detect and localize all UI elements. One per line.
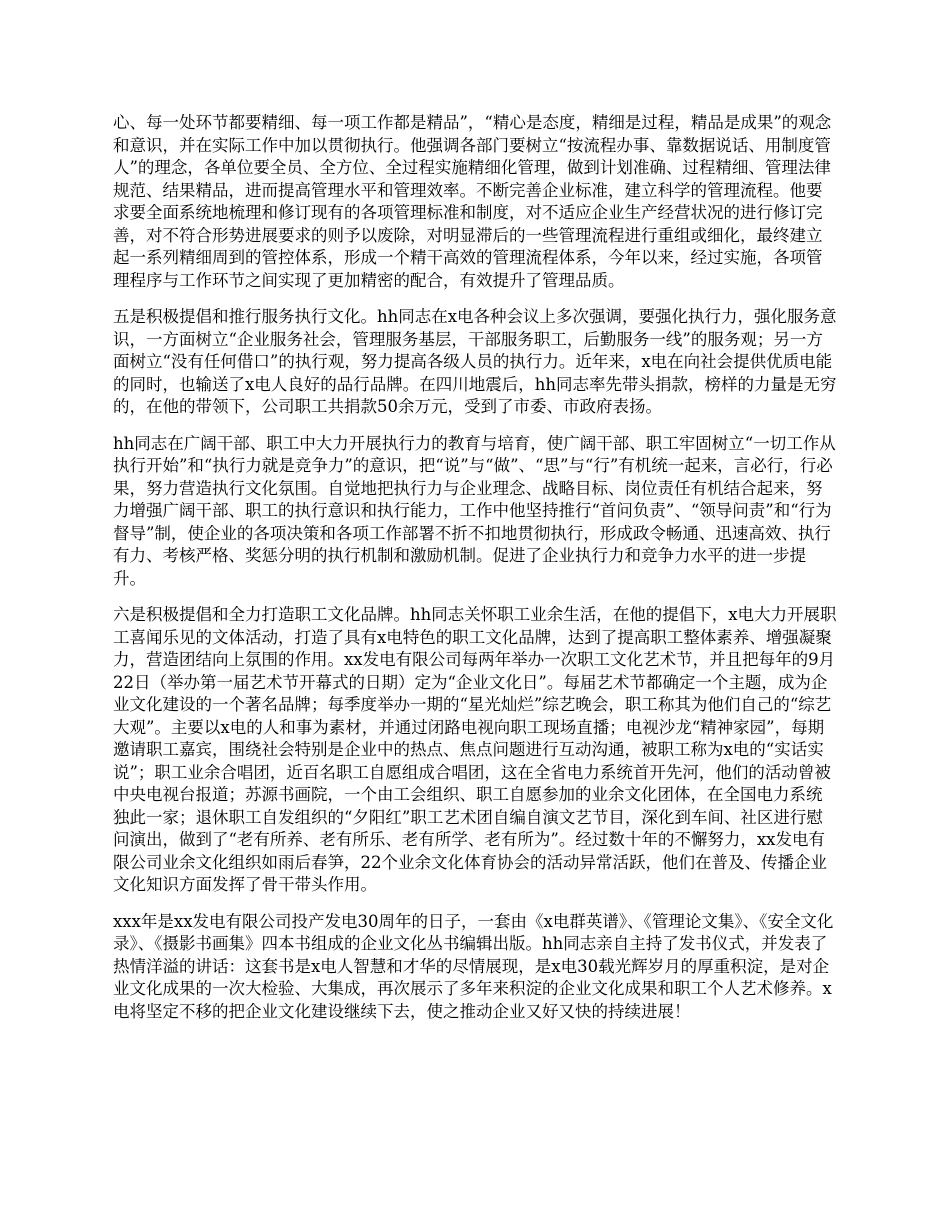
paragraph-3: hh同志在广阔干部、职工中大力开展执行力的教育与培育，使广阔干部、职工牢固树立“一切工作从执行开始”和“执行力就是竞争力”的意识，把“说”与“做”、“思”与“行”有机统一起来，言必行，行必果，努力营造执行文化氛围。自觉地把执行力与企业理念、战略目标、岗位责任有机结合起来，努力增强广阔干部、职工的执行意识和执行能力，工作中他坚持推行“首问负责”、“领导问责”和“行为督导”制，使企业的各项决策和各项工作部署不折不扣地贯彻执行，形成政令畅通、迅速高效、执行有力、考核严格、奖惩分明的执行机制和激励机制。促进了企业执行力和竞争力水平的进一步提升。 — [113, 433, 836, 588]
paragraph-2: 五是积极提倡和推行服务执行文化。hh同志在x电各种会议上多次强调，要强化执行力，强化服务意识，一方面树立“企业服务社会，管理服务基层，干部服务职工，后勤服务一线”的服务观；另一方面树立“没有任何借口”的执行观，努力提高各级人员的执行力。近年来，x电在向社会提供优质电能的同时，也输送了x电人良好的品行品牌。在四川地震后，hh同志率先带头捐款，榜样的力量是无穷的，在他的带领下，公司职工共捐款50余万元，受到了市委、市政府表扬。 — [113, 307, 837, 416]
document-page — [113, 112, 838, 1037]
paragraph-1: 心、每一处环节都要精细、每一项工作都是精品”，“精心是态度，精细是过程，精品是成果”的观念和意识，并在实际工作中加以贯彻执行。他强调各部门要树立“按流程办事、靠数据说话、用制度管人”的理念，各单位要全员、全方位、全过程实施精细化管理，做到计划准确、过程精细、管理法律规范、结果精品，进而提高管理水平和管理效率。不断完善企业标准，建立科学的管理流程。他要求要全面系统地梳理和修订现有的各项管理标准和制度，对不适应企业生产经营状况的进行修订完善，对不符合形势进展要求的则予以废除，对明显滞后的一些管理流程进行重组或细化，最终建立起一系列精细周到的管控体系，形成一个精干高效的管理流程体系，今年以来，经过实施，各项管理程序与工作环节之间实现了更加精密的配合，有效提升了管理品质。 — [113, 113, 832, 290]
paragraph-4: 六是积极提倡和全力打造职工文化品牌。hh同志关怀职工业余生活，在他的提倡下，x电大力开展职工喜闻乐见的文体活动，打造了具有x电特色的职工文化品牌，达到了提高职工整体素养、增强凝聚力，营造团结向上氛围的作用。xx发电有限公司每两年举办一次职工文化艺术节，并且把每年的9月22日（举办第一届艺术节开幕式的日期）定为“企业文化日”。每届艺术节都确定一个主题，成为企业文化建设的一个著名品牌；每季度举办一期的“星光灿烂”综艺晚会，职工称其为他们自己的“综艺大观”。主要以x电的人和事为素材，并通过闭路电视向职工现场直播；电视沙龙“精神家园”，每期邀请职工嘉宾，围绕社会特别是企业中的热点、焦点问题进行互动沟通，被职工称为x电的“实话实说”；职工业余合唱团，近百名职工自愿组成合唱团，这在全省电力系统首开先河，他们的活动曾被中央电视台报道；苏源书画院，一个由工会组织、职工自愿参加的业余文化团体，在全国电力系统独此一家；退休职工自发组织的“夕阳红”职工艺术团自编自演文艺节目，深化到车间、社区进行慰问演出，做到了“老有所养、老有所乐、老有所学、老有所为”。经过数十年的不懈努力，xx发电有限公司业余文化组织如雨后春笋，22个业余文化体育协会的活动异常活跃，他们在普及、传播企业文化知识方面发挥了骨干带头作用。 — [113, 605, 837, 894]
paragraph-5: xxx年是xx发电有限公司投产发电30周年的日子，一套由《x电群英谱》、《管理论文集》、《安全文化录》、《摄影书画集》四本书组成的企业文化丛书编辑出版。hh同志亲自主持了发书仪式，并发表了热情洋溢的讲话：这套书是x电人智慧和才华的尽情展现，是x电30载光辉岁月的厚重积淀，是对企业文化成果的一次大检验、大集成，再次展示了多年来积淀的企业文化成果和职工个人艺术修养。x电将坚定不移的把企业文化建设继续下去，使之推动企业又好又快的持续进展！ — [113, 911, 834, 1021]
